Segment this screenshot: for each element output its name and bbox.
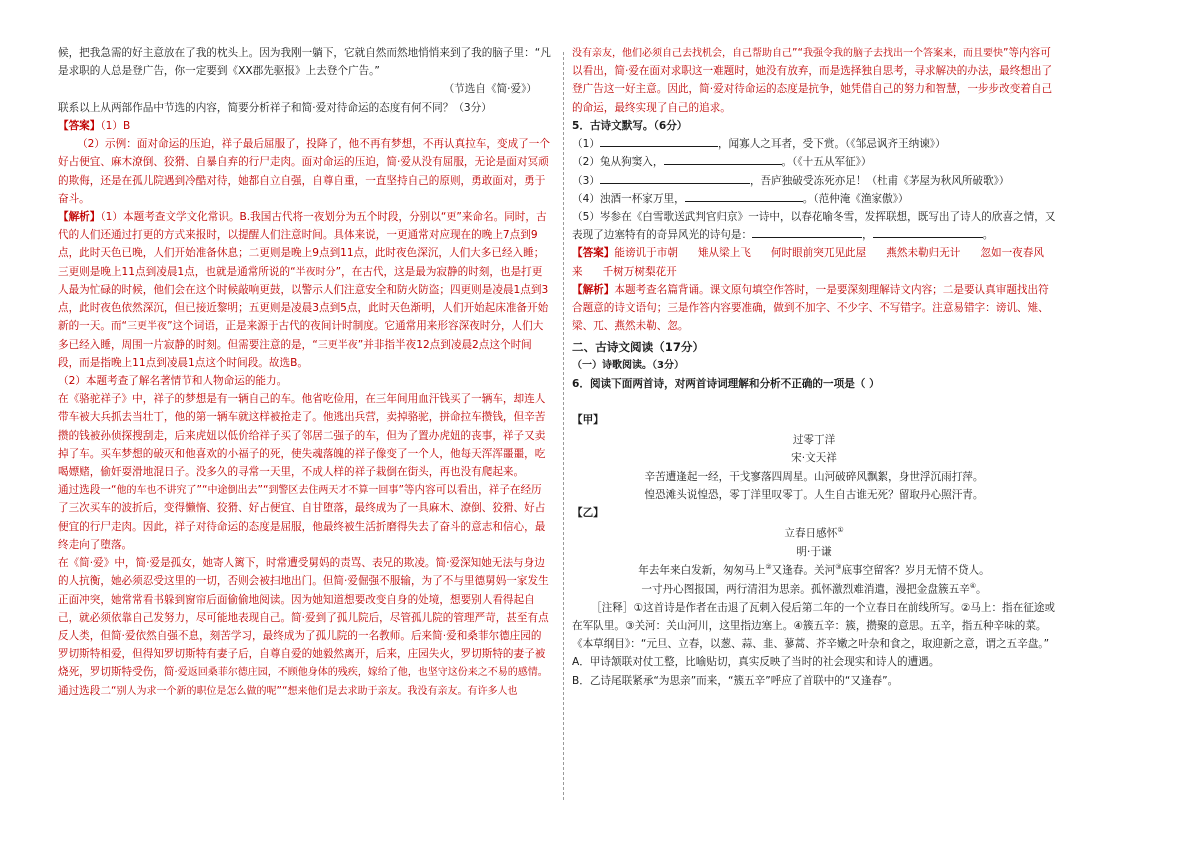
analysis-label: 【解析】 [572,283,615,296]
item-number: （3） [572,174,600,187]
section-2-subheading: （一）诗歌阅读。（3分） [572,360,684,372]
janeeyre-small-text: ·爱返回桑菲尔德庄园，不顾他身体的残疾，嫁给了他，也坚守这份来之不易的感情。 [174,667,548,679]
answer-blank[interactable] [664,164,782,165]
question-5-title: 5．古诗文默写。（6分） [572,119,688,132]
q5-item-5 [572,208,1056,244]
conclusion-text: ”等内容可以看出，祥子在经历了三次买车的波折后，变得懒惰、狡猾、好占便宜、自甘堕落，最终成为了一具麻木、潦倒、狡猾、好占便宜的行尸走肉。因此，祥子对待命运的态度是屈服，他最终被生活折磨得失去了奋斗的意志和信心，最终走向了堕落。 [58,484,546,551]
analysis-label: 【解析】 [58,210,101,223]
quote-text: 到警区去住两天才不算一回事 [268,485,399,497]
item-text: （4）浊酒一杯家万里， [572,192,685,205]
answer-item: 千树万树梨花开 [602,265,677,278]
poem-text: 底事空留客？岁月无情不贷人。 [841,564,990,577]
quote-text: 没有亲友，他们必须自己去找机会，自己帮助自己 [572,48,792,59]
analysis-text: 本题考查名篇背诵。课文原句填空作答时，一是要深刻理解诗文内容；二是要认真审题找出符合题意的诗文语句；三是作答内容要准确，做到不加字、不少字、不写错字。注意易错字：谤讥、雉、梁、兀、燕然未勒、忽。 [572,283,1049,333]
poem2-line [572,561,1056,580]
xiangzi-conclusion [58,481,551,554]
note-label: ［注释］ [591,601,634,614]
source-citation: （节选自《简·爱》） [443,83,537,96]
note-text: ①这首诗是作者在击退了瓦剌入侵后第二年的一个立春日在前线所写。②马上：指在征途或在军队里。③关河：关山河川，这里指边塞上。④簇五辛：簇，攒聚的意思。五辛，指五种辛味的菜。《本草纲目》：“元旦、立春，以葱、蒜、韭、蓼蒿、芥辛嫩之叶杂和食之，取迎新之意，谓之五辛盘。” [572,601,1056,651]
analysis-text: ”，在古代，这是最为寂静的时刻，也是打更人最为忙碌的时候，他们会在这个时候敲响更鼓，以警示人们注意安全和防火防盗；四更则是凌晨1点到3点，此时夜色依然深沉，但已接近黎明；五更则是凌晨3点到5点，此时天色渐明，人们开始起床准备开始新的一天。而“ [58,265,549,333]
q5-analysis [572,281,1056,336]
item-text: ，闻寡人之耳者，受下赏。（《邹忌讽齐王纳谏》） [717,138,946,151]
answer-text: （1）B [100,119,131,132]
footnote-marker: ① [837,526,844,535]
footnote-marker: ③ [835,563,842,572]
answer-label: 【答案】 [58,119,101,132]
answer-item: 雉从梁上飞 [697,247,751,260]
item-text: （2）兔从狗窦入， [572,156,664,169]
conclusion-text: ”“ [196,484,208,497]
janeeyre-text: 在《简·爱》中，简·爱是孤女，她寄人篱下，时常遭受舅妈的责骂、表兄的欺凌。简·爱深知她无法与身边的人抗衡，她必须忍受这里的一切，否则会被扫地出门。但简·爱倔强不服输，为了不与里德舅妈一家发生正面冲突，她常常看书躲到窗帘后面偷偷地阅读。因为她知道想要改变自身的处境，想要别人看得起自己，就必须依靠自己发努力，尽可能地表现自己。简·爱到了孤儿院后，尽管孤儿院的管理严苛，甚至有点反人类，但简·爱依然自强不息，刻苦学习，最终成为了孤儿院的一名教师。后来简·爱和桑菲尔德庄园的罗切斯特相爱，但得知罗切斯特有妻子后，自尊自爱的她毅然离开，后来，庄园失火，罗切斯特的妻子被烧死，罗切斯特受伤，简 [58,557,549,679]
answer-item: 忽如一夜春风来 [572,247,1044,278]
quote-geng: 更 [446,211,457,223]
item-number: （1） [572,138,600,151]
conclusion-text: ”“ [276,684,288,697]
item-text: 。（范仲淹《渔家傲》） [802,192,909,205]
spacer [572,393,1056,411]
quote-text: 他的车也不讲究了 [116,485,197,497]
question-6-title: 6．阅读下面两首诗，对两首诗词理解和分析不正确的一项是（ ） [572,377,880,390]
conclusion-text: 通过选段二“ [58,684,117,697]
poem1-title: 过零丁洋 [792,434,836,447]
analysis-text: ”并非指半夜12点到凌晨2点这个时间段，而是指晚上11点到凌晨1点这个时间段。故选B。 [58,338,532,369]
analysis-text: ”来命名。同时，古代的人们还通过打更的方式来报时，以提醒人们注意时间。具体来说，一更通常对应现在的晚上7点到9点，此时天色已晚，人们开始准备休息；二更则是晚上9点到11点，此时夜色深沉，人们大多已经入睡；三更则是晚上11点到凌晨1点，也就是通常所说的“ [58,210,547,278]
analysis-part1 [58,208,551,372]
q5-item-2 [572,153,1056,171]
answer-blank[interactable] [685,201,803,202]
poem-text: 年去年来白发新，匆匆马上 [638,564,766,577]
footnote-marker: ④ [969,581,977,590]
conclusion-text: ”“ [257,484,269,497]
answer-item: 燕然未勒归无计 [886,247,961,260]
quote-sangeng: 三更半夜 [127,321,168,333]
quote-text: 别人为求一个新的职位是怎么做的呢 [116,685,277,697]
poem-title-text: 立春日感怀 [784,527,838,540]
quote-text: 中途倒出去 [207,485,258,497]
answer-blank[interactable] [600,146,718,147]
conclusion-text: ”等内容可以看出，简·爱在面对求职这一难题时，她没有放弃，而是选择独自思考，寻求解决的办法，最终想出了登广告这一好主意。因此，简·爱对待命运的态度是抗争，她凭借自己的努力和智慧，一步步改变着自己的命运，最终实现了自己的追求。 [572,47,1053,114]
poem-text: 又逢春。关河 [771,564,836,577]
quote-text: 想来他们是去求助于亲友。我没有亲友。有许多人也 [287,685,518,697]
poem2-author: 明·于谦 [796,545,832,558]
item-text: ， [862,229,873,242]
analysis-text: （1）本题考查文学文化常识。B.我国古代将一夜划分为五个时段，分别以“ [100,210,447,223]
item-text: ，吾庐独破受冻死亦足！（杜甫《茅屋为秋风所破歌》） [749,174,1010,187]
option-b: B．乙诗尾联紧承“为思亲”而来，“簇五辛”呼应了首联中的“又逢春”。 [572,674,899,687]
answer-label: 【答案】 [572,247,615,260]
janeeyre-paragraph [58,554,551,682]
analysis-text: ”这个词语，正是来源于古代的夜间计时制度。它通常用来形容深夜时分，人们大多已经入睡，周围一片寂静的时刻。但需要注意的是，“ [58,320,544,351]
left-column [58,44,551,700]
poem1-line: 辛苦遭逢起一经，干戈寥落四周星。山河破碎风飘絮，身世浮沉雨打萍。 [644,470,984,483]
answer-blank[interactable] [873,237,983,238]
answer-example: （2）示例：面对命运的压迫，祥子最后屈服了，投降了，他不再有梦想，不再认真拉车，变成了一个好占便宜、麻木潦倒、狡猾、自暴自弃的行尸走肉。面对命运的压迫，简·爱从没有屈服，无论是面对冥顽的欺侮，还是在孤儿院遇到冷酷对待，她都自立自强，自尊自重，一直坚持自己的原则，勇敢面对，勇于奋斗。 [58,138,550,205]
poem2-line [572,580,1056,599]
poem1-line: 惶恐滩头说惶恐，零丁洋里叹零丁。人生自古谁无死？留取丹心照汗青。 [644,488,984,501]
answer-line [58,117,551,135]
section-2-heading: 二、古诗文阅读（17分） [572,339,705,354]
item-text: 。（《十五从军征》） [781,156,872,169]
q5-answer [572,244,1056,280]
poem-text: 。 [976,583,987,596]
passage-continuation: 候，把我急需的好主意放在了我的枕头上。因为我刚一躺下，它就自然而然地悄悄来到了我的脑子里：“凡是求职的人总是登广告，你一定要到《XX郡先驱报》上去登个广告。” [58,47,551,78]
janeeyre-conclusion-cont [572,44,1056,117]
poem-text: 一寸丹心图报国，两行清泪为思亲。孤怀激烈难消遣，漫把金盘簇五辛 [641,583,970,596]
question-text: 联系以上从两部作品中节选的内容，简要分析祥子和简·爱对待命运的态度有何不同？（3分） [58,101,492,114]
poem-yi-tag: 【乙】 [572,506,604,519]
answer-item: 何时眼前突兀见此屋 [770,247,867,260]
conclusion-text: ”“ [792,47,803,59]
answer-blank[interactable] [752,237,862,238]
item-text: 。 [982,229,994,242]
poem-notes [572,599,1056,654]
option-a: A．甲诗颔联对仗工整，比喻贴切，真实反映了当时的社会现实和诗人的遭遇。 [572,656,940,669]
analysis-part2-intro: （2）本题考查了解名著情节和人物命运的能力。 [58,374,288,387]
q5-item-4 [572,190,1056,208]
q5-item-1 [572,135,1056,153]
conclusion-text: 通过选段一“ [58,484,117,497]
footnote-marker: ② [765,563,772,572]
item-text: （5）岑参在《白雪歌送武判官归京》一诗中，以春花喻冬雪，发挥联想，既写出了诗人的欣喜之情，又表现了边塞特有的奇异风光的诗句是： [572,210,1056,242]
column-divider [563,52,564,800]
q5-item-3 [572,172,1056,190]
quote-sangeng: 三更半夜 [317,339,358,351]
answer-blank[interactable] [600,183,750,184]
poem-jia-tag: 【甲】 [572,413,604,426]
quote-banye: 半夜时分 [295,266,336,278]
quote-text: 我强令我的脑子去找出一个答案来，而且要快 [802,48,1003,59]
janeeyre-conclusion [58,682,551,700]
xiangzi-paragraph: 在《骆驼祥子》中，祥子的梦想是有一辆自己的车。他省吃俭用，在三年间用血汗钱买了一辆车，却连人带车被大兵抓去当壮丁，他的第一辆车就这样被抢走了。他逃出兵营，卖掉骆驼，拼命拉车攒钱，但辛苦攒的钱被孙侦探搜刮走，后来虎妞以低价给祥子买了邻居二强子的车，但为了置办虎妞的丧事，祥子又卖掉了车。买车梦想的破灭和他喜欢的小福子的死，使失魂落魄的祥子像变了一个人，他每天浑浑噩噩，吃喝嫖赌，偷奸耍滑地混日子。没多久的寻常一天里，不成人样的祥子栽倒在街头，再也没有爬起来。 [58,393,546,479]
poem2-title [572,524,1056,543]
right-column [572,44,1056,690]
poem1-author: 宋·文天祥 [791,452,837,465]
answer-item: 能谤讥于市朝 [614,247,678,260]
